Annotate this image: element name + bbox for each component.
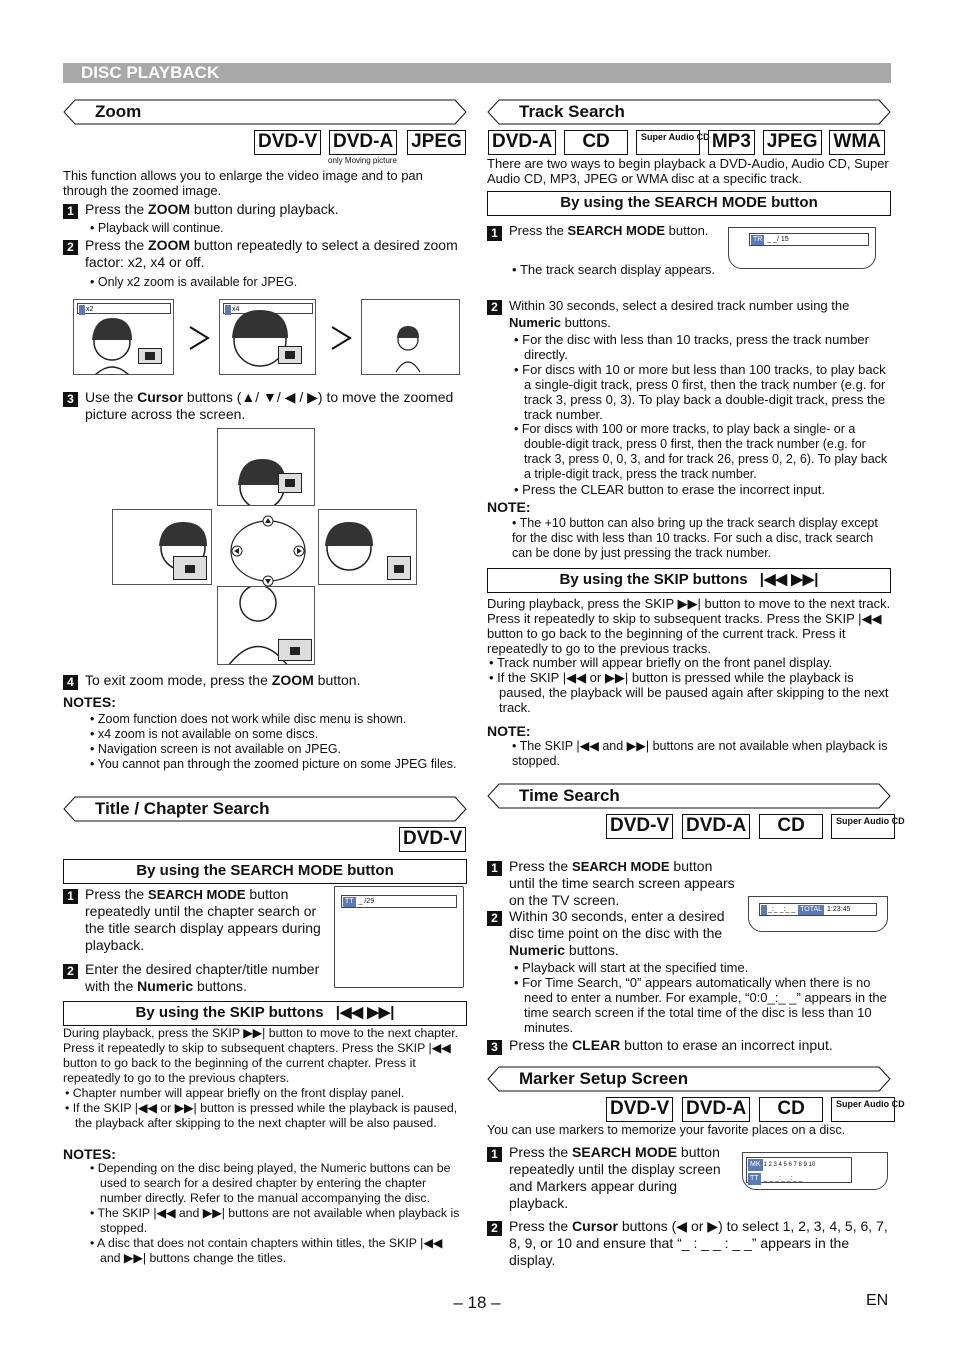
note-item: • Zoom function does not work while disc menu is shown. — [88, 712, 468, 727]
badge-dvd-a: DVD-A — [329, 130, 397, 155]
zoom-heading: Zoom — [95, 102, 142, 121]
track-step-2-bullets — [512, 332, 892, 497]
step-bullet: • For discs with 10 or more but less than 100 tracks, to play back a single-digit track, press 0 first, then the track number (e.g. for track 3, press 0, 3). To play back a double-digit track, press the track number. — [512, 362, 892, 422]
language-label: EN — [866, 1292, 889, 1309]
zoom-heading-banner — [63, 99, 467, 125]
title-skip-box: By using the SKIP buttons |◀◀ ▶▶| — [63, 1001, 467, 1026]
skip-bullet: • If the SKIP |◀◀ or ▶▶| button is pressed while the playback is paused, the playback after skipping to the next chapter will be also paused. — [63, 1101, 467, 1131]
step-number: 3 — [63, 392, 78, 407]
note-item: • The SKIP |◀◀ and ▶▶| buttons are not available when playback is stopped. — [88, 1206, 466, 1236]
zoom-step-2: 2 Press the ZOOM button repeatedly to select a desired zoom factor: x2, x4 or off. — [63, 237, 467, 271]
track-skip-box: By using the SKIP buttons |◀◀ ▶▶| — [487, 568, 891, 593]
title-step-1: 1 Press the SEARCH MODE button repeatedly until the chapter search or the title search display appears during playback. — [63, 886, 331, 954]
title-skip-paragraph: During playback, press the SKIP ▶▶| button to move to the next chapter. Press it repeatedly to skip to subsequent chapters. Press the SKIP |◀◀ button to go back to the beginning of the current chapter. Press it repeatedly to go to the previous chapters. — [63, 1026, 459, 1085]
badge-mp3: MP3 — [708, 130, 755, 155]
note-item: • A disc that does not contain chapters within titles, the SKIP |◀◀ and ▶▶| buttons change the titles. — [88, 1236, 466, 1266]
page-number: – 18 – — [453, 1293, 501, 1312]
track-search-screen: TR _ _/ 15 — [728, 227, 876, 269]
marker-heading-banner — [487, 1066, 891, 1092]
zoom-step-4: 4 To exit zoom mode, press the ZOOM button. — [63, 672, 467, 689]
time-step-2: 2 Within 30 seconds, enter a desired disc time point on the disc with the Numeric buttons. — [487, 908, 735, 959]
marker-screen: MK 1 2 3 4 5 6 7 8 9 10 TT _ _ _:_ _:_ _ — [742, 1152, 888, 1190]
note-item: • You cannot pan through the zoomed picture on some JPEG files. — [88, 757, 468, 772]
step-number: 1 — [63, 889, 78, 904]
skip-bullet: • Track number will appear briefly on the front panel display. — [487, 655, 891, 670]
badge-jpeg: JPEG — [763, 130, 822, 155]
track-note: • The +10 button can also bring up the track search display except for the disc with less than 10 tracks. For such a disc, track search can be done by just pressing the track number. — [512, 516, 878, 560]
zoom-image-x4: x4 — [219, 299, 316, 375]
time-search-screen: _:_ _:_ _ TOTAL 1:23:45 — [748, 896, 888, 932]
badge-super-audio-cd: Super Audio CD — [831, 1097, 895, 1122]
arrow-icon — [328, 325, 354, 351]
track-search-intro: There are two ways to begin playback a DVD-Audio, Audio CD, Super Audio CD, MP3, JPEG or WMA disc at a specific track. — [487, 156, 889, 186]
pan-image-left — [112, 509, 212, 585]
marker-step-2: 2 Press the Cursor buttons (◀ or ▶) to select 1, 2, 3, 4, 5, 6, 7, 8, 9, or 10 and ensure that “_ : _ _ : _ _” appears in the display. — [487, 1218, 891, 1269]
title-skip-bullets — [63, 1086, 467, 1131]
step-bullet: • For discs with 100 or more tracks, to play back a single- or a double-digit track, press 0 first, then the track number (e.g. for track 3, press 0, 0, 3, and for track 26, press 0, 2, 6). To play back a triple-digit track, press the track number. — [512, 422, 892, 482]
step-bullet: • Press the CLEAR button to erase the incorrect input. — [512, 482, 892, 497]
track-step-2: 2 Within 30 seconds, select a desired track number using the Numeric buttons. — [487, 297, 891, 331]
step-bullet: • Playback will start at the specified time. — [512, 960, 892, 975]
marker-step-1: 1 Press the SEARCH MODE button repeatedly until the display screen and Markers appear during playback. — [487, 1144, 723, 1212]
step-number: 2 — [487, 911, 502, 926]
zoom-step-2-bullet: • Only x2 zoom is available for JPEG. — [90, 275, 298, 289]
track-note-title: NOTE: — [487, 499, 531, 515]
step-number: 1 — [487, 861, 502, 876]
badge-jpeg: JPEG — [407, 130, 466, 155]
portrait-illustration — [362, 300, 460, 375]
badge-super-audio-cd: Super Audio CD — [831, 814, 895, 839]
track-step-1-bullet: • The track search display appears. — [512, 262, 716, 277]
pan-image-right — [318, 509, 417, 585]
title-step-2: 2 Enter the desired chapter/title number with the Numeric buttons. — [63, 961, 331, 995]
badge-wma: WMA — [829, 130, 884, 155]
badge-dvd-v: DVD-V — [606, 1097, 673, 1122]
zoom-badges — [254, 130, 466, 155]
zoom-step-3: 3 Use the Cursor buttons (▲/ ▼/ ◀ / ▶) to move the zoomed picture across the screen. — [63, 389, 467, 423]
step-number: 3 — [487, 1040, 502, 1055]
badge-dvd-a: DVD-A — [488, 130, 556, 155]
navigation-pad-icon — [229, 512, 307, 590]
step-number: 1 — [487, 226, 502, 241]
jpeg-note: only Moving picture — [328, 156, 397, 165]
badge-dvd-a: DVD-A — [682, 1097, 750, 1122]
step-bullet: • For the disc with less than 10 tracks, press the track number directly. — [512, 332, 892, 362]
arrow-icon — [186, 325, 212, 351]
title-search-mode-box: By using the SEARCH MODE button — [63, 859, 467, 884]
marker-badges — [606, 1097, 905, 1122]
title-chapter-heading: Title / Chapter Search — [95, 799, 270, 818]
step-bullet: • For Time Search, “0” appears automatically when there is no need to enter a number. For example, “0:0_:_ _” appears in the time search screen if the total time of the disc is less than 10 minutes. — [512, 975, 892, 1035]
step-number: 2 — [487, 300, 502, 315]
zoom-intro: This function allows you to enlarge the video image and to pan through the zoomed image. — [63, 168, 423, 198]
track-note2-title: NOTE: — [487, 723, 531, 739]
step-number: 4 — [63, 675, 78, 690]
note-item: • x4 zoom is not available on some discs. — [88, 727, 468, 742]
title-notes-title: NOTES: — [63, 1146, 116, 1162]
time-bullets — [512, 960, 892, 1035]
step-number: 2 — [487, 1221, 502, 1236]
zoom-image-x2: x2 — [73, 299, 174, 375]
title-chapter-badges — [399, 827, 466, 852]
track-search-badges — [488, 130, 885, 155]
zoom-notes-list — [88, 712, 468, 772]
badge-dvd-v: DVD-V — [254, 130, 321, 155]
track-note2: • The SKIP |◀◀ and ▶▶| buttons are not available when playback is stopped. — [512, 739, 888, 768]
section-title: DISC PLAYBACK — [81, 63, 220, 82]
badge-cd: CD — [564, 130, 628, 155]
zoom-step-1: 1 Press the ZOOM button during playback. — [63, 201, 467, 218]
badge-dvd-v: DVD-V — [606, 814, 673, 839]
title-chapter-heading-banner — [63, 796, 467, 822]
pan-image-top — [217, 428, 315, 506]
track-search-mode-box: By using the SEARCH MODE button — [487, 191, 891, 216]
badge-dvd-v: DVD-V — [399, 827, 466, 852]
time-search-heading-banner — [487, 783, 891, 809]
chapter-search-screen: TT _ /29 — [334, 886, 464, 988]
track-search-heading: Track Search — [519, 102, 625, 121]
track-skip-bullets — [487, 655, 891, 715]
time-step-1: 1 Press the SEARCH MODE button until the time search screen appears on the TV screen. — [487, 858, 735, 909]
time-step-3: 3 Press the CLEAR button to erase an incorrect input. — [487, 1037, 891, 1054]
skip-bullet: • Chapter number will appear briefly on the front display panel. — [63, 1086, 467, 1101]
badge-cd: CD — [759, 814, 823, 839]
track-step-1: 1 Press the SEARCH MODE button. — [487, 223, 719, 238]
badge-super-audio-cd: Super Audio CD — [636, 130, 700, 155]
badge-dvd-a: DVD-A — [682, 814, 750, 839]
marker-intro: You can use markers to memorize your favorite places on a disc. — [487, 1123, 846, 1137]
section-title-bar — [63, 63, 891, 83]
navigation-pad — [229, 512, 307, 593]
skip-bullet: • If the SKIP |◀◀ or ▶▶| button is pressed while the playback is paused, the playback will be paused again after skipping to the next track. — [487, 670, 891, 715]
marker-heading: Marker Setup Screen — [519, 1069, 689, 1088]
note-item: • Depending on the disc being played, the Numeric buttons can be used to search for a desired chapter by entering the chapter number directly. Refer to the manual accompanying the disc. — [88, 1161, 466, 1206]
title-notes-list — [88, 1161, 466, 1266]
track-search-heading-banner — [487, 99, 891, 125]
step-number: 2 — [63, 964, 78, 979]
zoom-image-off — [361, 299, 460, 375]
badge-cd: CD — [759, 1097, 823, 1122]
track-skip-paragraph: During playback, press the SKIP ▶▶| button to move to the next track. Press it repeatedly to skip to subsequent tracks. Press the SKIP |◀◀ button to go back to the beginning of the current track. Press it repeatedly to go to the previous tracks. — [487, 596, 891, 656]
step-number: 2 — [63, 240, 78, 255]
pan-image-bottom — [217, 586, 315, 665]
zoom-notes-title: NOTES: — [63, 694, 116, 710]
zoom-step-1-bullet: • Playback will continue. — [90, 221, 224, 235]
step-number: 1 — [63, 204, 78, 219]
note-item: • Navigation screen is not available on JPEG. — [88, 742, 468, 757]
time-search-badges — [606, 814, 905, 839]
time-search-heading: Time Search — [519, 786, 620, 805]
portrait-illustration — [218, 429, 315, 506]
step-number: 1 — [487, 1147, 502, 1162]
